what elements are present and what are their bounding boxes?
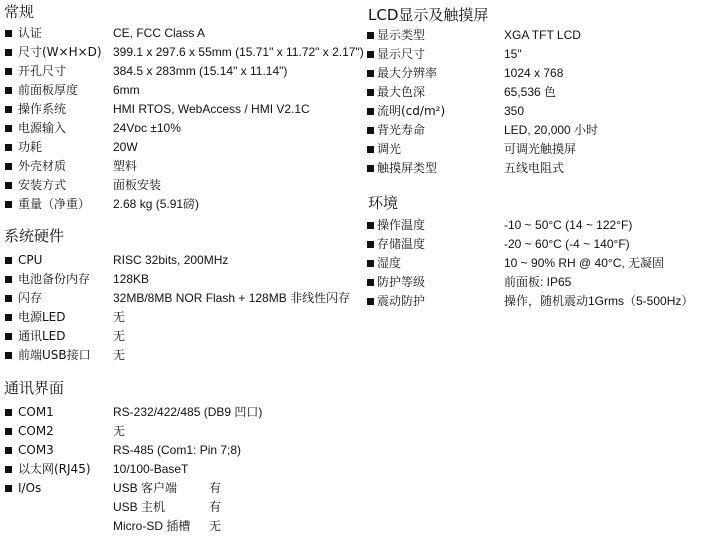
- spec-label: 安装方式: [18, 178, 67, 192]
- spec-row-com3: [4, 441, 360, 460]
- spec-row-max-resolution: [366, 64, 702, 83]
- section-title-environment: 环境: [368, 194, 399, 212]
- bullet-icon: [367, 222, 374, 229]
- spec-value: -10 ~ 50°C (14 ~ 122°F): [504, 218, 633, 232]
- spec-row-storage-temp: [366, 235, 702, 254]
- bullet-icon: [5, 201, 12, 208]
- spec-value: USB 客户端: [113, 481, 178, 495]
- spec-value: 1024 x 768: [504, 66, 564, 80]
- spec-label: 尺寸(W×H×D): [18, 45, 102, 59]
- spec-label: 前端USB接口: [18, 348, 91, 362]
- bullet-icon: [5, 30, 12, 37]
- spec-row-vibration: [366, 292, 702, 311]
- spec-row-ethernet: [4, 460, 360, 479]
- spec-row-cpu: [4, 251, 360, 270]
- spec-label: 通讯LED: [18, 329, 66, 343]
- spec-row-color-depth: [366, 83, 702, 102]
- spec-row-comm-led: [4, 327, 360, 346]
- spec-value: RISC 32bits, 200MHz: [113, 253, 229, 267]
- spec-label: CPU: [18, 253, 43, 267]
- spec-value: 24Vᴅᴄ ±10%: [113, 121, 181, 135]
- spec-row-protection: [366, 273, 702, 292]
- spec-label: I/Os: [18, 481, 42, 495]
- bullet-icon: [5, 125, 12, 132]
- spec-value: 399.1 x 297.6 x 55mm (15.71" x 11.72" x 2.17"): [113, 45, 364, 59]
- spec-value-availability: 无: [209, 519, 222, 533]
- spec-label: 最大色深: [377, 85, 426, 99]
- bullet-icon: [367, 241, 374, 248]
- spec-row-com1: [4, 403, 360, 422]
- bullet-icon: [367, 260, 374, 267]
- spec-label: 显示类型: [377, 28, 426, 42]
- spec-value-availability: 有: [209, 481, 222, 495]
- spec-label: 以太网(RJ45): [18, 462, 91, 476]
- spec-label: 认证: [18, 26, 43, 40]
- spec-row-io-usb-host: [4, 498, 360, 517]
- spec-value: 32MB/8MB NOR Flash + 128MB 非线性闪存: [113, 291, 351, 305]
- spec-row-os: [4, 100, 360, 119]
- spec-row-mounting: [4, 176, 360, 195]
- spec-value: RS-485 (Com1: Pin 7;8): [113, 443, 242, 457]
- spec-label: COM2: [18, 424, 54, 438]
- spec-value: 2.68 kg (5.91磅): [113, 197, 200, 211]
- bullet-icon: [5, 163, 12, 170]
- spec-value: 15": [504, 47, 522, 61]
- spec-row-power-consumption: [4, 138, 360, 157]
- spec-value: USB 主机: [113, 500, 166, 514]
- spec-label: 开孔尺寸: [18, 64, 67, 78]
- spec-row-display-size: [366, 45, 702, 64]
- spec-label: COM3: [18, 443, 54, 457]
- spec-value: RS-232/422/485 (DB9 凹口): [113, 405, 263, 419]
- spec-value: 面板安装: [113, 178, 162, 192]
- spec-label: 电源LED: [18, 310, 66, 324]
- spec-value: -20 ~ 60°C (-4 ~ 140°F): [504, 237, 630, 251]
- spec-value: 128KB: [113, 272, 150, 286]
- bullet-icon: [5, 409, 12, 416]
- spec-label: 调光: [377, 142, 402, 156]
- spec-value: 无: [113, 329, 126, 343]
- bullet-icon: [5, 144, 12, 151]
- spec-row-enclosure: [4, 157, 360, 176]
- spec-value: 五线电阻式: [504, 161, 565, 175]
- bullet-icon: [5, 314, 12, 321]
- bullet-icon: [367, 146, 374, 153]
- spec-value: 10 ~ 90% RH @ 40°C, 无凝固: [504, 256, 665, 270]
- bullet-icon: [5, 485, 12, 492]
- bullet-icon: [367, 279, 374, 286]
- spec-row-io-microsd: [4, 517, 360, 536]
- bullet-icon: [5, 68, 12, 75]
- spec-value: 塑料: [113, 159, 138, 173]
- spec-value: CE, FCC Class A: [113, 26, 206, 40]
- bullet-icon: [367, 32, 374, 39]
- bullet-icon: [5, 87, 12, 94]
- spec-label: COM1: [18, 405, 54, 419]
- spec-value: Micro-SD 插槽: [113, 519, 191, 533]
- spec-row-power-led: [4, 308, 360, 327]
- bullet-icon: [5, 466, 12, 473]
- spec-label: 电池备份内存: [18, 272, 91, 286]
- spec-label: 防护等级: [377, 275, 426, 289]
- spec-label: 闪存: [18, 291, 43, 305]
- spec-row-dimming: [366, 140, 702, 159]
- spec-value: 350: [504, 104, 525, 118]
- bullet-icon: [367, 165, 374, 172]
- spec-row-com2: [4, 422, 360, 441]
- bullet-icon: [5, 49, 12, 56]
- bullet-icon: [367, 298, 374, 305]
- spec-row-io-usb-client: [4, 479, 360, 498]
- spec-label: 操作系统: [18, 102, 67, 116]
- bullet-icon: [367, 89, 374, 96]
- bullet-icon: [5, 182, 12, 189]
- spec-label: 显示尺寸: [377, 47, 426, 61]
- bullet-icon: [5, 295, 12, 302]
- bullet-icon: [367, 70, 374, 77]
- spec-value: 可调光触摸屏: [504, 142, 577, 156]
- spec-row-dimensions: [4, 43, 364, 62]
- spec-value: 20W: [113, 140, 138, 154]
- bullet-icon: [5, 106, 12, 113]
- section-title-general: 常规: [4, 3, 35, 21]
- spec-row-operating-temp: [366, 216, 702, 235]
- spec-row-battery-memory: [4, 270, 360, 289]
- bullet-icon: [5, 447, 12, 454]
- section-title-comm: 通讯界面: [4, 379, 65, 397]
- spec-row-display-type: [366, 26, 702, 45]
- bullet-icon: [367, 127, 374, 134]
- bullet-icon: [5, 257, 12, 264]
- spec-label: 功耗: [18, 140, 43, 154]
- spec-label: 震动防护: [377, 294, 426, 308]
- bullet-icon: [367, 108, 374, 115]
- spec-value: 6mm: [113, 83, 140, 97]
- spec-label: 外壳材质: [18, 159, 67, 173]
- spec-row-luminance: [366, 102, 702, 121]
- bullet-icon: [5, 352, 12, 359]
- spec-row-backlight-life: [366, 121, 702, 140]
- spec-label: 湿度: [377, 256, 402, 270]
- spec-value: LED, 20,000 小时: [504, 123, 599, 137]
- spec-label: 流明(cd/m²): [377, 104, 446, 118]
- spec-label: 前面板厚度: [18, 83, 79, 97]
- spec-value-availability: 有: [209, 500, 222, 514]
- spec-value: 前面板: IP65: [504, 275, 572, 289]
- section-title-hardware: 系统硬件: [4, 227, 65, 245]
- spec-row-touch-type: [366, 159, 702, 178]
- spec-row-power-input: [4, 119, 360, 138]
- spec-value: 65,536 色: [504, 85, 557, 99]
- spec-label: 背光寿命: [377, 123, 426, 137]
- spec-row-panel-thickness: [4, 81, 360, 100]
- spec-row-humidity: [366, 254, 702, 273]
- spec-row-front-usb: [4, 346, 360, 365]
- spec-label: 存储温度: [377, 237, 426, 251]
- section-title-lcd: LCD显示及触摸屏: [368, 6, 489, 24]
- bullet-icon: [5, 276, 12, 283]
- spec-label: 操作温度: [377, 218, 426, 232]
- spec-value: XGA TFT LCD: [504, 28, 581, 42]
- spec-value: 384.5 x 283mm (15.14" x 11.14"): [113, 64, 288, 78]
- spec-label: 电源输入: [18, 121, 67, 135]
- spec-row-weight: [4, 195, 360, 214]
- spec-value: 无: [113, 348, 126, 362]
- bullet-icon: [367, 51, 374, 58]
- bullet-icon: [5, 428, 12, 435]
- spec-value: HMI RTOS, WebAccess / HMI V2.1C: [113, 102, 310, 116]
- spec-label: 触摸屏类型: [377, 161, 438, 175]
- spec-label: 重量（净重）: [18, 197, 91, 211]
- spec-value: 无: [113, 310, 126, 324]
- spec-value: 10/100-BaseT: [113, 462, 189, 476]
- bullet-icon: [5, 333, 12, 340]
- spec-value: 操作，随机震动1Grms（5-500Hz）: [504, 294, 694, 308]
- spec-row-cutout: [4, 62, 360, 81]
- spec-value: 无: [113, 424, 126, 438]
- spec-label: 最大分辨率: [377, 66, 438, 80]
- spec-row-certification: [4, 24, 360, 43]
- spec-row-flash: [4, 289, 360, 308]
